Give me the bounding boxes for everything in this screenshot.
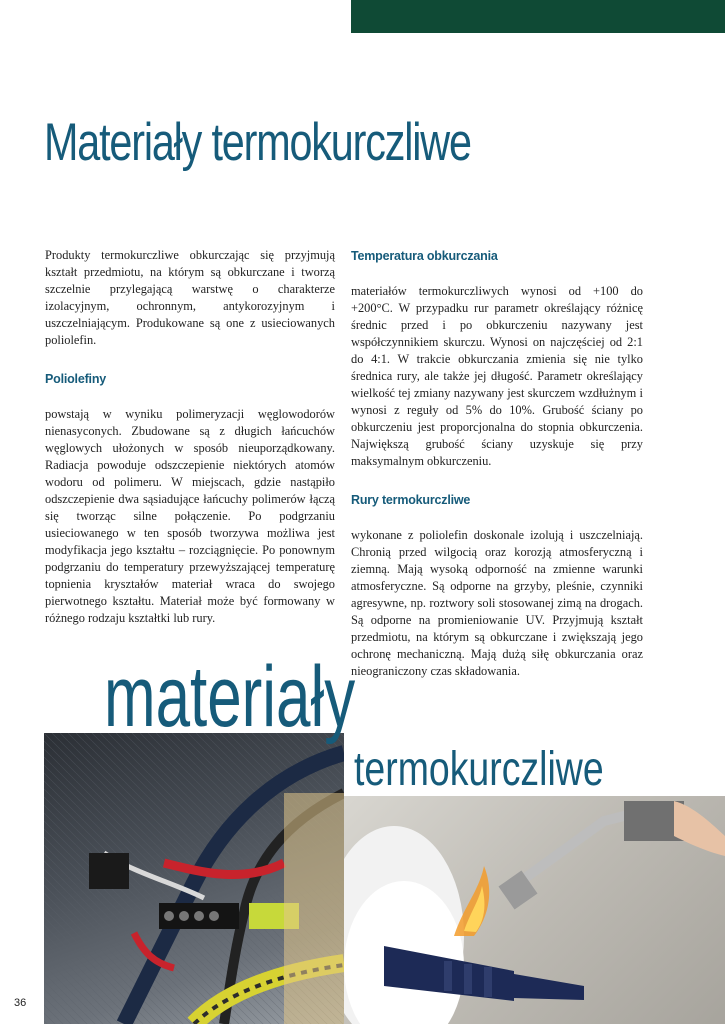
cables-connectors-photo	[44, 733, 344, 1024]
poliolefiny-paragraph: powstają w wyniku polimeryzacji węglowodorów nienasyconych. Zbudowane są z długich łańcuchów węglowych ułożonych w sposób nieuporządkowany. Radiacja powoduje odszczepienie niektórych atomów wodoru od polimeru. W miejscach, gdzie nastąpiło odszczepienie dwa sąsiadujące łańcuchy polimerów łączą się tworząc silne połączenie. Po podgrzaniu usieciowanego w ten sposób tworzywa możliwa jest modyfikacja jego kształtu – rozciągnięcie. Po ponownym podgrzaniu do temperatury przewyższającej temperaturę topnienia kryształów materiał wraca do swojego pierwotnego kształtu. Materiał może być formowany w różnego rodzaju kształtki lub rury.	[45, 407, 335, 625]
heading-poliolefiny: Poliolefiny	[45, 372, 107, 386]
heading-rury: Rury termokurczliwe	[351, 493, 471, 507]
banner-word-termokurczliwe: termokurczliwe	[354, 743, 604, 796]
banner-word-materialy: materiały	[104, 649, 356, 745]
rury-paragraph: wykonane z poliolefin doskonale izolują i uszczelniają. Chronią przed wilgocią oraz korozją atmosferyczną i ziemną. Mają wysoką odporność na zmienne warunki atmosferyczne. Są odporne na grzyby, pleśnie, czynniki agresywne, np. roztwory soli stosowanej zimą na drogach. Są odporne na promieniowanie UV. Przyjmują kształt przedmiotu, na którym są obkurczane i zwiększają jego ochronę mechaniczną. Mają dużą siłę obkurczania oraz nieograniczony czas składowania.	[351, 528, 643, 678]
intro-paragraph: Produkty termokurczliwe obkurczając się przyjmują kształt przedmiotu, na którym są obkurczane i tworzą szczelnie przylegającą warstwę o charakterze izolacyjnym, ochronnym, antykorozyjnym i uszczelniającym. Produkowane są one z usieciowanych poliolefin.	[45, 248, 335, 347]
heading-temperatura: Temperatura obkurczania	[351, 249, 498, 263]
right-column	[351, 248, 643, 680]
heat-gun-shrinking-tube-photo	[344, 796, 725, 1024]
page-number: 36	[14, 997, 27, 1009]
left-column	[45, 247, 335, 627]
page-title: Materiały termokurczliwe	[44, 113, 471, 172]
top-accent-bar	[351, 0, 725, 33]
temperatura-paragraph: materiałów termokurczliwych wynosi od +100 do +200°C. W przypadku rur parametr określający różnicę średnic przed i po obkurczeniu nazywany jest współczynnikiem skurczu. Wynosi on najczęściej od 2:1 do 4:1. W trakcie obkurczania zmienia się nie tylko średnica rury, ale także jej długość. Parametr określający wielkość tej zmiany nazywany jest skurczem wzdłużnym i wynosi z reguły od 5% do 10%. Grubość ściany po obkurczeniu jest proporcjonalna do stopnia obkurczenia. Największą grubość ściany uzyskuje się przy maksymalnym obkurczeniu.	[351, 284, 643, 468]
